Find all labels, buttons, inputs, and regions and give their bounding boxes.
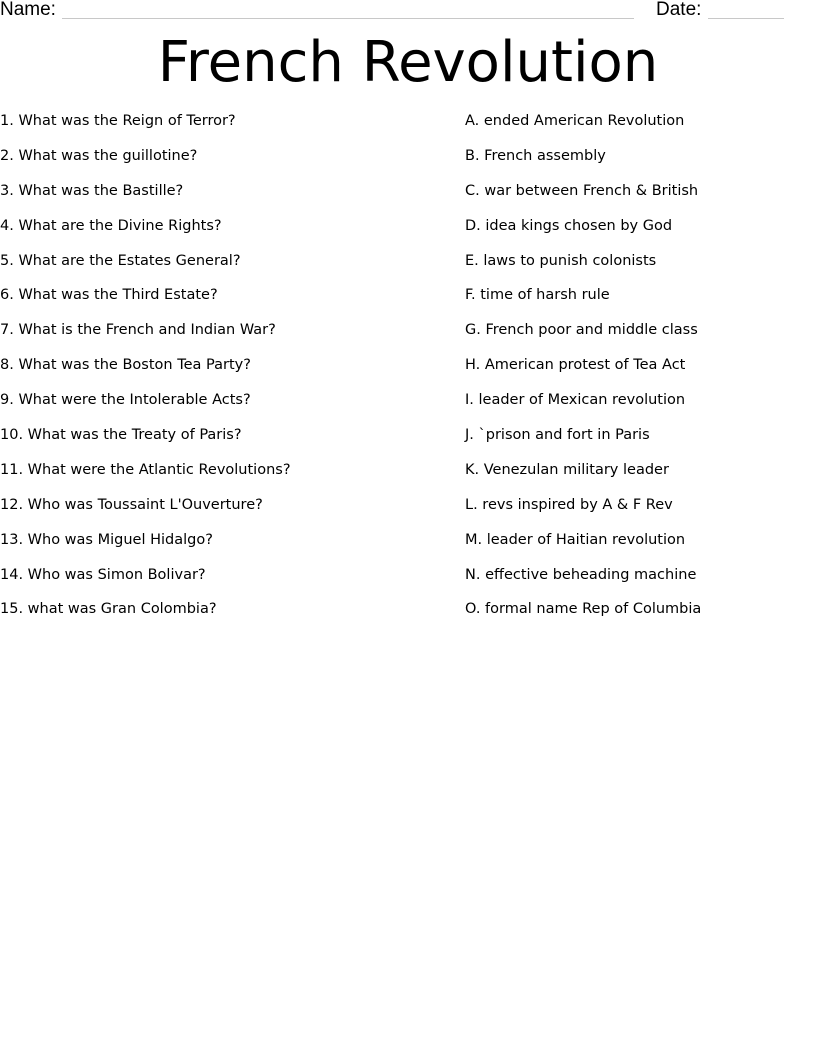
answer-item: F. time of harsh rule	[465, 287, 610, 304]
questions-list	[0, 111, 440, 634]
answer-item: N. effective beheading machine	[465, 566, 697, 583]
answer-item: M. leader of Haitian revolution	[465, 531, 686, 548]
question-item: 15. what was Gran Colombia?	[0, 601, 217, 618]
question-item: 6. What was the Third Estate?	[0, 287, 218, 304]
question-item: 2. What was the guillotine?	[0, 147, 198, 164]
answer-item: C. war between French & British	[465, 182, 699, 199]
answer-item: I. leader of Mexican revolution	[465, 392, 686, 409]
answer-item: O. formal name Rep of Columbia	[465, 601, 702, 618]
question-item: 7. What is the French and Indian War?	[0, 322, 276, 339]
question-item: 1. What was the Reign of Terror?	[0, 113, 236, 129]
answers-list	[465, 111, 805, 634]
answer-item: H. American protest of Tea Act	[465, 357, 686, 374]
header	[0, 0, 816, 24]
question-item: 5. What are the Estates General?	[0, 252, 241, 269]
answer-item: D. idea kings chosen by God	[465, 217, 673, 234]
question-item: 10. What was the Treaty of Paris?	[0, 427, 242, 444]
page-title: French Revolution	[157, 30, 659, 95]
question-item: 11. What were the Atlantic Revolutions?	[0, 461, 291, 478]
question-item: 4. What are the Divine Rights?	[0, 217, 222, 234]
question-item: 12. Who was Toussaint L'Ouverture?	[0, 496, 263, 513]
question-item: 14. Who was Simon Bolivar?	[0, 566, 206, 583]
question-item: 13. Who was Miguel Hidalgo?	[0, 531, 213, 548]
name-blank-line	[62, 18, 634, 19]
answer-item: L. revs inspired by A & F Rev	[465, 496, 673, 513]
answer-item: A. ended American Revolution	[465, 113, 685, 129]
name-label: Name:	[0, 0, 56, 20]
date-label: Date:	[656, 0, 702, 20]
question-item: 3. What was the Bastille?	[0, 182, 184, 199]
answer-item: B. French assembly	[465, 147, 606, 164]
answer-item: K. Venezulan military leader	[465, 461, 669, 478]
answer-item: J. `prison and fort in Paris	[465, 427, 650, 444]
question-item: 9. What were the Intolerable Acts?	[0, 392, 251, 409]
question-item: 8. What was the Boston Tea Party?	[0, 357, 251, 374]
answer-item: E. laws to punish colonists	[465, 252, 657, 269]
date-blank-line	[708, 18, 784, 19]
answer-item: G. French poor and middle class	[465, 322, 698, 339]
